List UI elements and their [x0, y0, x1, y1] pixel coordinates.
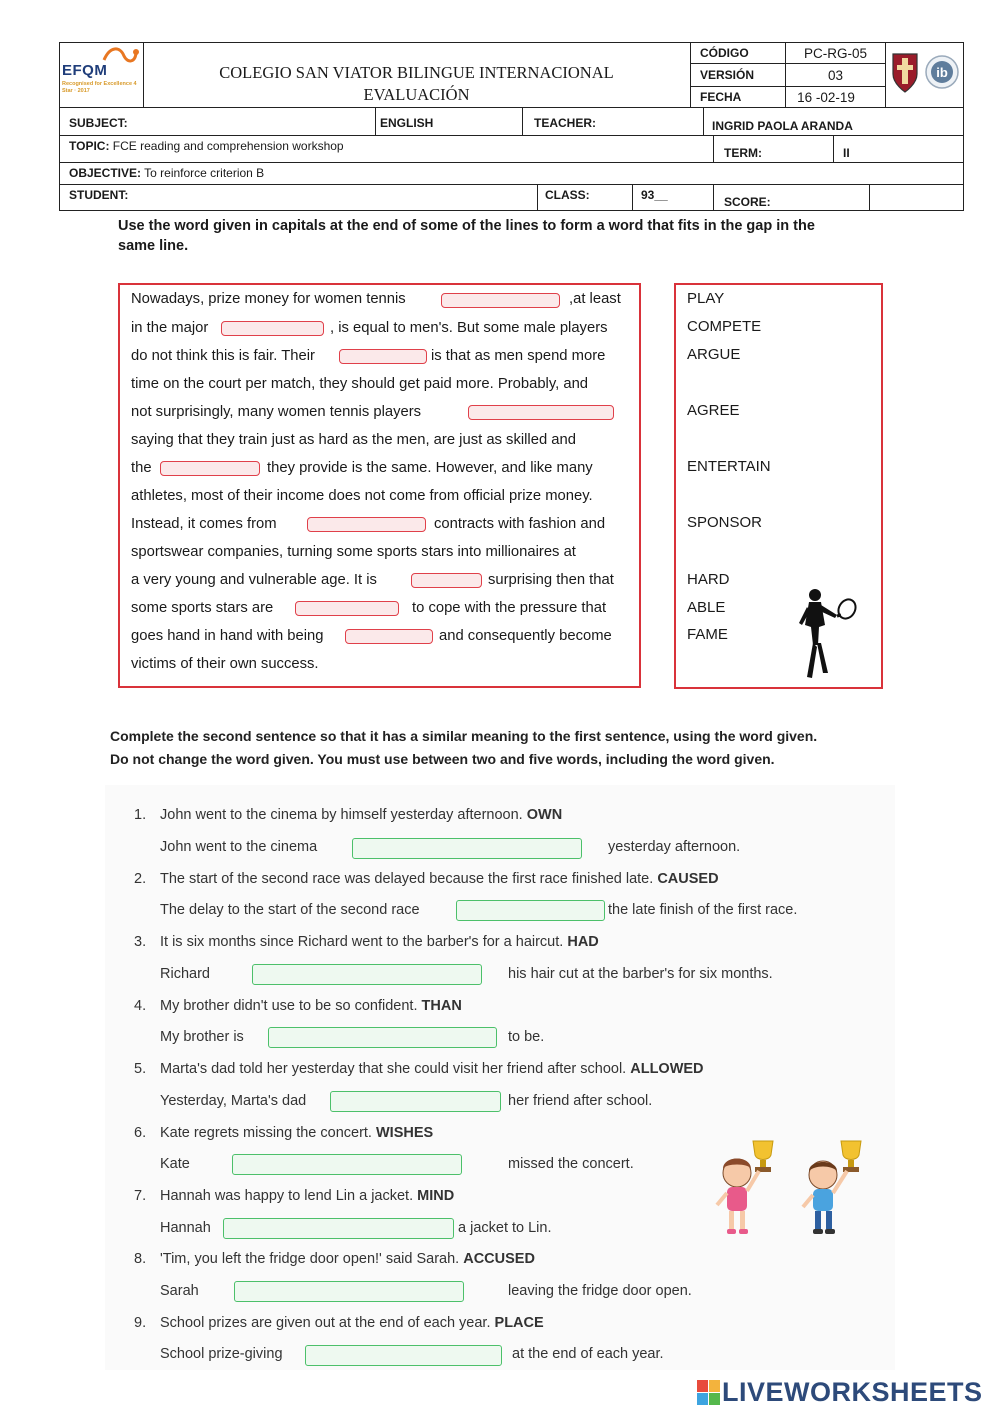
keyword-play: PLAY: [687, 290, 725, 307]
item-7-number: 7.: [134, 1188, 147, 1204]
passage-line-13b: and consequently become: [439, 628, 612, 644]
item-1-number: 1.: [134, 807, 147, 823]
passage-line-1a: Nowadays, prize money for women tennis: [131, 291, 406, 307]
class-value: 93__: [641, 188, 668, 202]
school-crest-icon: [890, 50, 920, 94]
tennis-player-icon: [785, 585, 865, 685]
item-9-before: School prize-giving: [160, 1346, 283, 1362]
item-5-number: 5.: [134, 1061, 147, 1077]
item-1-sentence: John went to the cinema by himself yesterday afternoon.: [160, 807, 523, 823]
item-2-answer-input[interactable]: [456, 900, 605, 921]
item-4-before: My brother is: [160, 1029, 244, 1045]
item-6-word: WISHES: [376, 1125, 434, 1141]
gap-input-8[interactable]: [295, 601, 399, 616]
efqm-logo-sub: Recognised for Excellence 4 Star · 2017: [62, 81, 137, 94]
item-3-word: HAD: [567, 934, 599, 950]
item-4-answer-input[interactable]: [268, 1027, 497, 1048]
gap-input-4[interactable]: [468, 405, 614, 420]
item-9-word: PLACE: [494, 1315, 544, 1331]
teacher-value: INGRID PAOLA ARANDA: [712, 119, 853, 133]
item-2-after: the late finish of the first race.: [608, 902, 798, 918]
fecha-label: FECHA: [700, 90, 742, 104]
item-3-sentence-row: [160, 934, 599, 950]
item-6-sentence: Kate regrets missing the concert.: [160, 1125, 372, 1141]
item-3-number: 3.: [134, 934, 147, 950]
item-3-before: Richard: [160, 966, 210, 982]
item-9-sentence: School prizes are given out at the end of each year.: [160, 1315, 491, 1331]
item-3-after: his hair cut at the barber's for six months.: [508, 966, 773, 982]
gap-input-6[interactable]: [307, 517, 426, 532]
item-3-answer-input[interactable]: [252, 964, 482, 985]
item-7-before: Hannah: [160, 1220, 211, 1236]
kids-trophies-illustration: [705, 1135, 875, 1245]
item-7-answer-input[interactable]: [223, 1218, 454, 1239]
item-4-number: 4.: [134, 998, 147, 1014]
item-4-word: THAN: [421, 998, 462, 1014]
item-8-after: leaving the fridge door open.: [508, 1283, 692, 1299]
item-9-after: at the end of each year.: [512, 1346, 664, 1362]
keyword-argue: ARGUE: [687, 346, 741, 363]
topic-row: [69, 139, 344, 153]
codigo-value: PC-RG-05: [803, 46, 867, 61]
passage-line-6: saying that they train just as hard as the men, are just as skilled and: [131, 432, 576, 448]
passage-line-8: athletes, most of their income does not come from official prize money.: [131, 488, 593, 504]
exercise2-instruction: [110, 725, 900, 771]
item-1-answer-input[interactable]: [352, 838, 582, 859]
student-label: STUDENT:: [69, 188, 129, 202]
item-4-sentence-row: [160, 998, 462, 1014]
passage-line-7b: they provide is the same. However, and like many: [267, 460, 593, 476]
version-value: 03: [827, 68, 844, 83]
version-label: VERSIÓN: [700, 68, 755, 82]
gap-input-9[interactable]: [345, 629, 433, 644]
term-label: TERM:: [724, 146, 762, 160]
codigo-label: CÓDIGO: [700, 46, 749, 60]
gap-input-3[interactable]: [339, 349, 427, 364]
item-7-sentence-row: [160, 1188, 454, 1204]
item-8-number: 8.: [134, 1251, 147, 1267]
passage-line-9a: Instead, it comes from: [131, 516, 277, 532]
passage-line-11a: a very young and vulnerable age. It is: [131, 572, 377, 588]
item-9-sentence-row: [160, 1315, 544, 1331]
item-4-sentence: My brother didn't use to be so confident.: [160, 998, 418, 1014]
subject-value: ENGLISH: [380, 116, 434, 130]
exercise1-instruction: [118, 216, 908, 256]
gap-input-7[interactable]: [411, 573, 482, 588]
item-9-answer-input[interactable]: [305, 1345, 502, 1366]
subject-label: SUBJECT:: [69, 116, 128, 130]
item-2-number: 2.: [134, 871, 147, 887]
item-8-before: Sarah: [160, 1283, 199, 1299]
exercise1-instruction-line2: same line.: [118, 238, 189, 254]
item-6-number: 6.: [134, 1125, 147, 1141]
teacher-label: TEACHER:: [534, 116, 596, 130]
keyword-entertain: ENTERTAIN: [687, 458, 771, 475]
item-6-sentence-row: [160, 1125, 433, 1141]
keyword-able: ABLE: [687, 599, 726, 616]
term-value: II: [843, 146, 850, 160]
passage-line-11b: surprising then that: [488, 572, 614, 588]
passage-line-12a: some sports stars are: [131, 600, 274, 616]
keyword-sponsor: SPONSOR: [687, 514, 763, 531]
passage-line-7a: the: [131, 460, 152, 476]
item-3-sentence: It is six months since Richard went to the barber's for a haircut.: [160, 934, 564, 950]
item-8-sentence-row: [160, 1251, 535, 1267]
ib-logo-icon: [924, 54, 960, 90]
keyword-fame: FAME: [687, 626, 728, 643]
item-4-after: to be.: [508, 1029, 545, 1045]
objective-row: [69, 166, 264, 180]
svg-text:ib: ib: [936, 65, 948, 80]
objective-value: To reinforce criterion B: [144, 166, 265, 180]
topic-label: TOPIC:: [69, 139, 110, 153]
gap-input-2[interactable]: [221, 321, 324, 336]
item-1-after: yesterday afternoon.: [608, 839, 741, 855]
objective-label: OBJECTIVE:: [69, 166, 142, 180]
efqm-logo: [62, 44, 142, 104]
item-1-sentence-row: [160, 807, 562, 823]
score-label: SCORE:: [724, 195, 771, 209]
keyword-hard: HARD: [687, 571, 730, 588]
item-2-sentence: The start of the second race was delayed because the first race finished late.: [160, 871, 654, 887]
gap-input-5[interactable]: [160, 461, 260, 476]
keyword-compete: COMPETE: [687, 318, 762, 335]
exercise1-instruction-line1: Use the word given in capitals at the end of some of the lines to form a word that fits in the gap in the: [118, 218, 815, 234]
passage-line-12b: to cope with the pressure that: [412, 600, 607, 616]
efqm-logo-text: EFQM: [62, 62, 108, 79]
passage-line-5: not surprisingly, many women tennis players: [131, 404, 422, 420]
exercise2-instruction-line1: Complete the second sentence so that it has a similar meaning to the first sentence, using the word given.: [110, 728, 818, 744]
passage-line-3a: do not think this is fair. Their: [131, 348, 315, 364]
item-1-before: John went to the cinema: [160, 839, 318, 855]
item-1-word: OWN: [526, 807, 563, 823]
item-2-word: CAUSED: [657, 871, 719, 887]
item-5-sentence-row: [160, 1061, 704, 1077]
item-5-after: her friend after school.: [508, 1093, 653, 1109]
doc-type: EVALUACIÓN: [363, 85, 470, 104]
passage-line-1b: ,at least: [569, 291, 621, 307]
gap-input-1[interactable]: [441, 293, 560, 308]
passage-line-10: sportswear companies, turning some sports stars into millionaires at: [131, 544, 576, 560]
topic-value: FCE reading and comprehension workshop: [112, 139, 344, 153]
passage-line-14: victims of their own success.: [131, 656, 319, 672]
exercise2-instruction-line2: Do not change the word given. You must use between two and five words, including the word given.: [110, 751, 775, 767]
item-7-sentence: Hannah was happy to lend Lin a jacket.: [160, 1188, 414, 1204]
liveworksheets-logo-icon: [697, 1380, 721, 1406]
item-2-sentence-row: [160, 871, 719, 887]
passage-line-13a: goes hand in hand with being: [131, 628, 324, 644]
passage-line-9b: contracts with fashion and: [434, 516, 606, 532]
passage-line-3b: is that as men spend more: [431, 348, 606, 364]
liveworksheets-brand: LIVEWORKSHEETS: [722, 1377, 983, 1407]
item-7-after: a jacket to Lin.: [458, 1220, 552, 1236]
item-6-before: Kate: [160, 1156, 190, 1172]
fecha-value: 16 -02-19: [797, 90, 855, 105]
item-9-number: 9.: [134, 1315, 147, 1331]
passage-line-2b: , is equal to men's. But some male players: [330, 320, 608, 336]
class-label: CLASS:: [545, 188, 590, 202]
passage-line-4: time on the court per match, they should get paid more. Probably, and: [131, 376, 589, 392]
item-5-before: Yesterday, Marta's dad: [160, 1093, 307, 1109]
item-7-word: MIND: [417, 1188, 455, 1204]
item-8-word: ACCUSED: [463, 1251, 535, 1267]
keyword-agree: AGREE: [687, 402, 740, 419]
school-name: COLEGIO SAN VIATOR BILINGUE INTERNACIONAL: [219, 63, 614, 82]
passage-line-2a: in the major: [131, 320, 209, 336]
item-5-sentence: Marta's dad told her yesterday that she could visit her friend after school.: [160, 1061, 627, 1077]
item-6-after: missed the concert.: [508, 1156, 634, 1172]
item-8-sentence: 'Tim, you left the fridge door open!' said Sarah.: [160, 1251, 460, 1267]
item-5-word: ALLOWED: [630, 1061, 704, 1077]
item-6-answer-input[interactable]: [232, 1154, 462, 1175]
item-8-answer-input[interactable]: [234, 1281, 464, 1302]
item-5-answer-input[interactable]: [330, 1091, 501, 1112]
item-2-before: The delay to the start of the second race: [160, 902, 420, 918]
